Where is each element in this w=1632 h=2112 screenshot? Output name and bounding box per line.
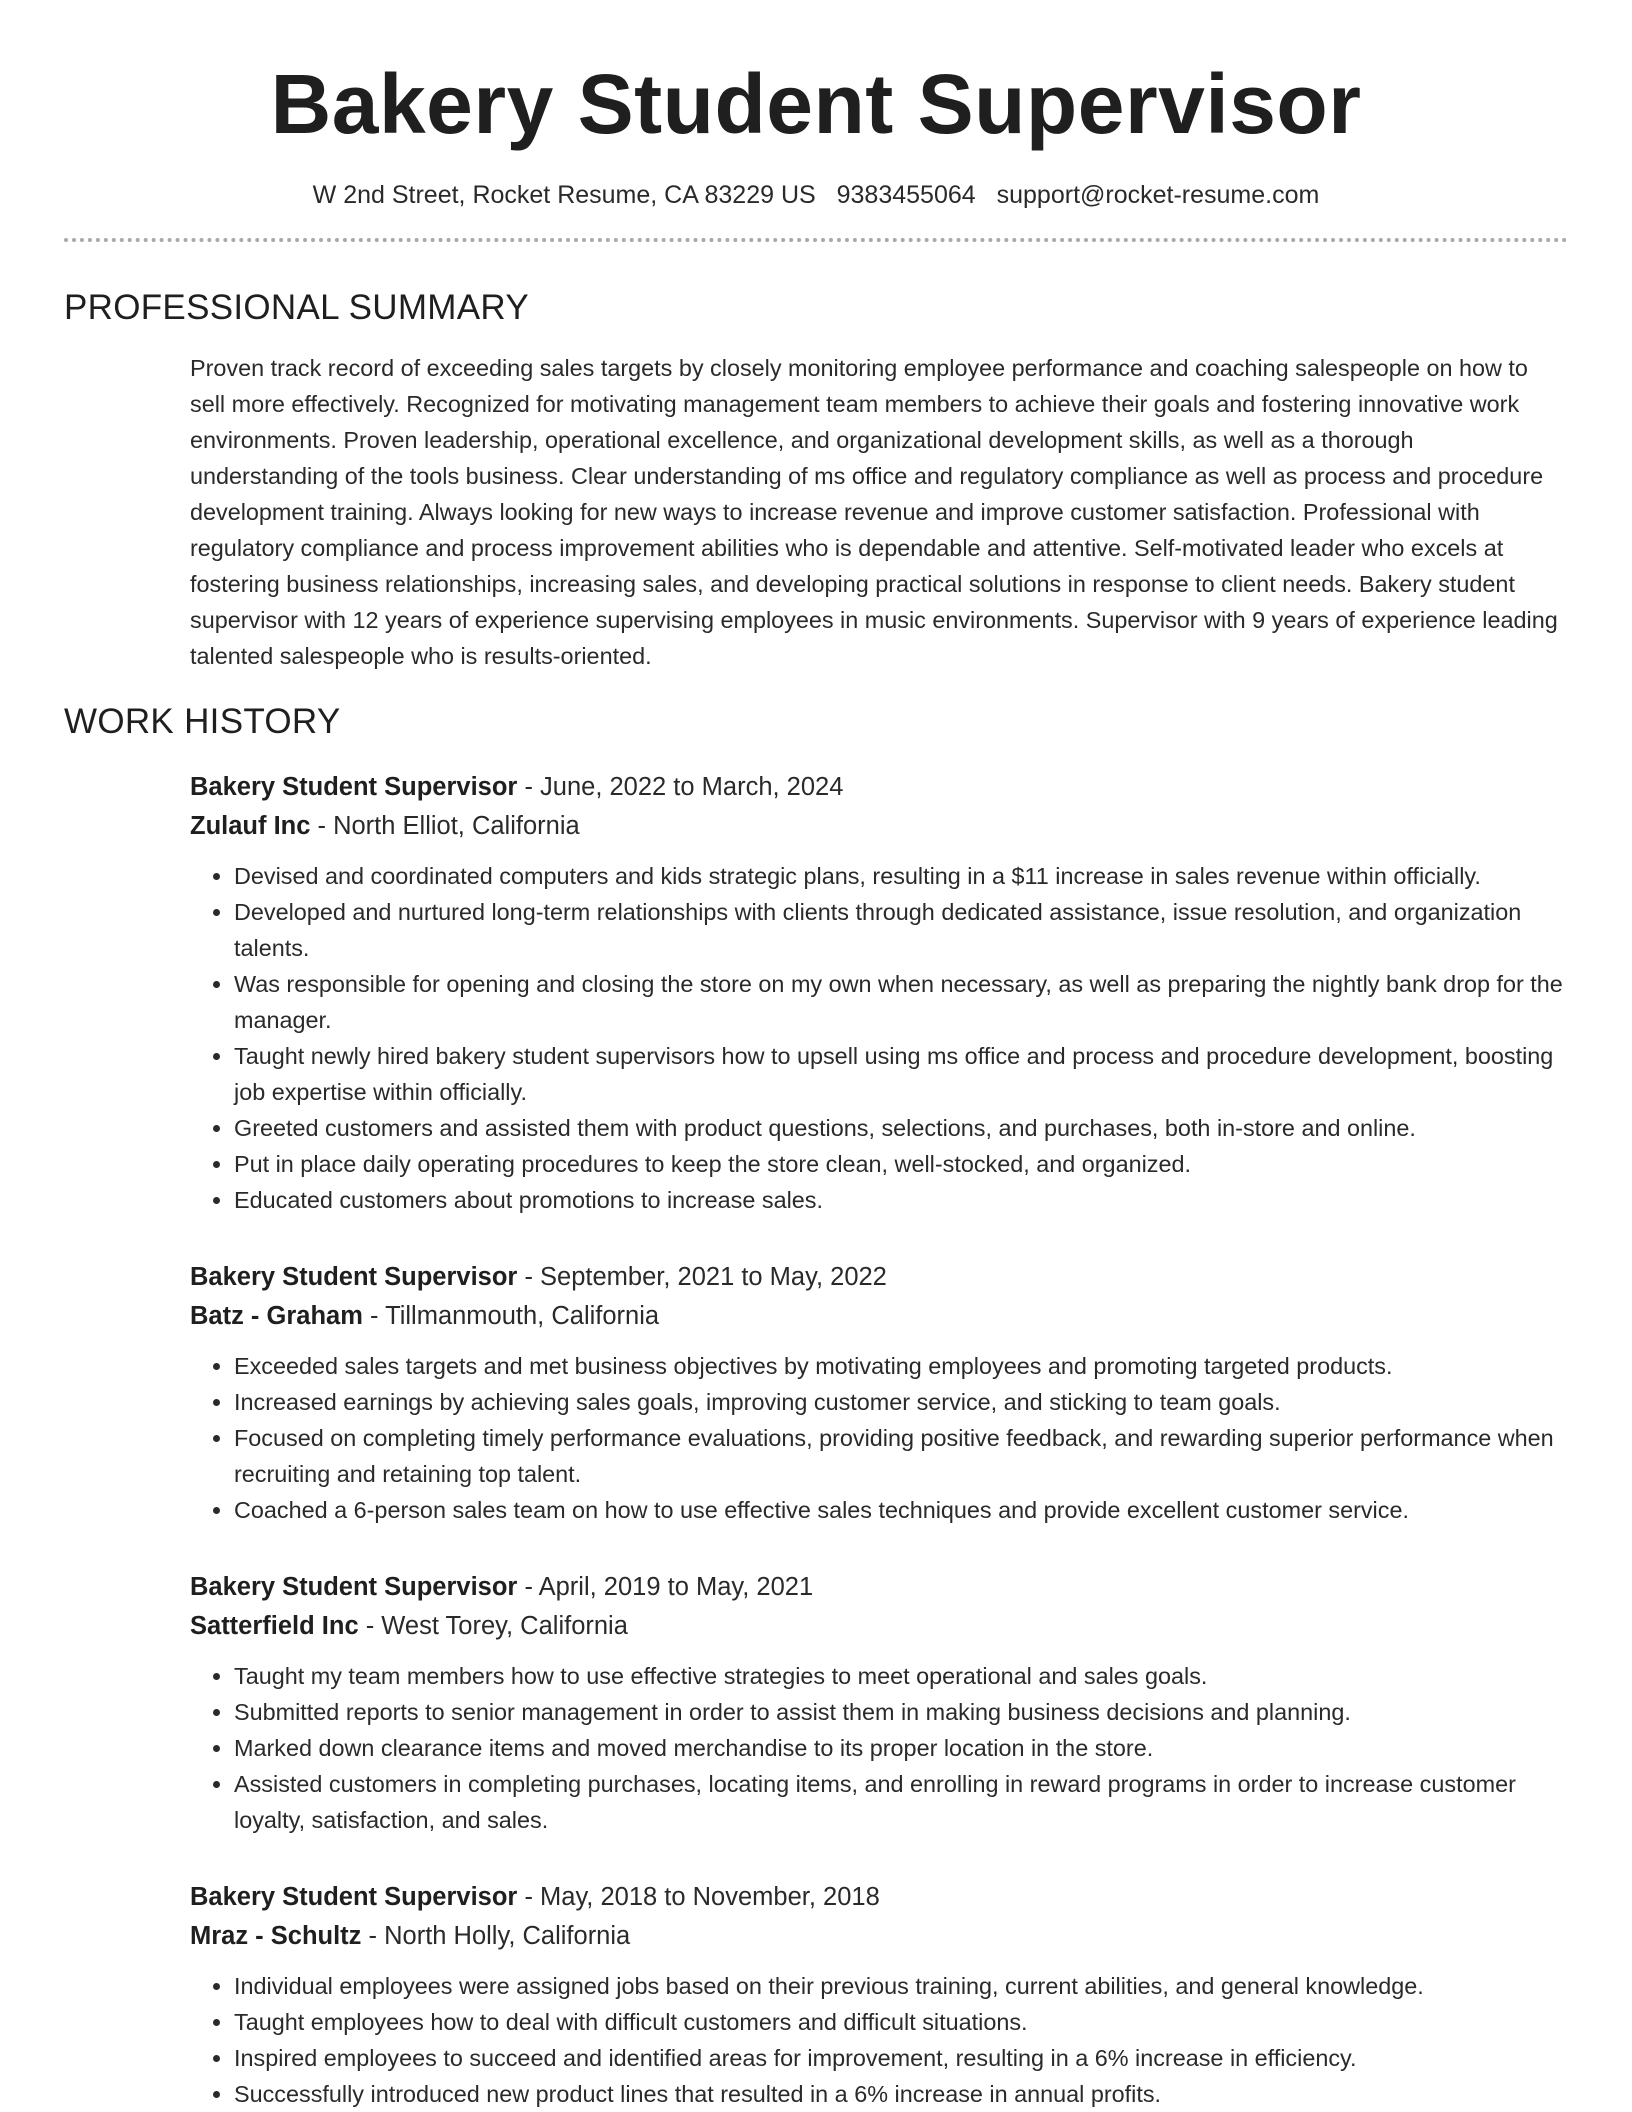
job-bullet: • Developed and nurtured long-term relationships with clients through dedicated assistance, issue resolution, and organization talents. [234, 894, 1568, 966]
job-bullet: • Successfully introduced new product lines that resulted in a 6% increase in annual profits. [234, 2076, 1568, 2112]
job-dates: - June, 2022 to March, 2024 [517, 773, 844, 801]
job-location: - North Holly, California [361, 1922, 631, 1950]
job-title-line [190, 768, 1568, 807]
job-bullet: • Greeted customers and assisted them with product questions, selections, and purchases, both in-store and online. [234, 1110, 1568, 1146]
candidate-name: Bakery Student Supervisor [270, 57, 1362, 151]
job-role: Bakery Student Supervisor [190, 1573, 518, 1601]
summary-text: Proven track record of exceeding sales targets by closely monitoring employee performance and coaching salespeople on how to sell more effectively. Recognized for motivating management team members to achieve their goals and fostering innovative work environments. Proven leadership, operational excellence, and organizational development skills, as well as a thorough understanding of the tools business. Clear understanding of ms office and regulatory compliance as well as process and procedure development training. Always looking for new ways to increase revenue and improve customer satisfaction. Professional with regulatory compliance and process improvement abilities who is dependable and attentive. Self-motivated leader who excels at fostering business relationships, increasing sales, and developing practical solutions in response to client needs. Bakery student supervisor with 12 years of experience supervising employees in music environments. Supervisor with 9 years of experience leading talented salespeople who is results-oriented. [190, 355, 1558, 669]
contact-email: support@rocket-resume.com [996, 181, 1320, 209]
job-dates: - September, 2021 to May, 2022 [517, 1263, 887, 1291]
job-role: Bakery Student Supervisor [190, 1263, 518, 1291]
job-bullet: • Taught newly hired bakery student supervisors how to upsell using ms office and process and procedure development, boosting job expertise within officially. [234, 1038, 1568, 1110]
job-bullets [190, 1658, 1568, 1838]
work-history-heading: WORK HISTORY [64, 702, 341, 741]
job-title-line [190, 1258, 1568, 1297]
job-company-line [190, 1607, 1568, 1646]
job-location: - North Elliot, California [310, 812, 580, 840]
job-bullet: • Inspired employees to succeed and identified areas for improvement, resulting in a 6% increase in efficiency. [234, 2040, 1568, 2076]
job-title-line [190, 1878, 1568, 1917]
contact-line [64, 180, 1568, 210]
job-dates: - May, 2018 to November, 2018 [517, 1883, 880, 1911]
job-bullets [190, 1348, 1568, 1528]
job-bullet: • Taught employees how to deal with difficult customers and difficult situations. [234, 2004, 1568, 2040]
header-divider [64, 238, 1568, 242]
job-bullet: • Submitted reports to senior management in order to assist them in making business decisions and planning. [234, 1694, 1568, 1730]
contact-phone: 9383455064 [836, 181, 976, 209]
job-role: Bakery Student Supervisor [190, 1883, 518, 1911]
job-bullet: • Coached a 6-person sales team on how to use effective sales techniques and provide excellent customer service. [234, 1492, 1568, 1528]
job-location: - Tillmanmouth, California [362, 1302, 660, 1330]
job-entry [190, 768, 1568, 1218]
job-bullet: • Taught my team members how to use effective strategies to meet operational and sales goals. [234, 1658, 1568, 1694]
job-bullet: • Individual employees were assigned jobs based on their previous training, current abilities, and general knowledge. [234, 1968, 1568, 2004]
job-entry [190, 1258, 1568, 1528]
job-company: Batz - Graham [190, 1302, 363, 1330]
work-history-list [190, 768, 1568, 2112]
job-bullet: • Put in place daily operating procedures to keep the store clean, well-stocked, and organized. [234, 1146, 1568, 1182]
job-bullet: • Assisted customers in completing purchases, locating items, and enrolling in reward programs in order to increase customer loyalty, satisfaction, and sales. [234, 1766, 1568, 1838]
job-company-line [190, 807, 1568, 846]
job-company: Satterfield Inc [190, 1612, 359, 1640]
job-bullet: • Increased earnings by achieving sales goals, improving customer service, and sticking to team goals. [234, 1384, 1568, 1420]
job-entry [190, 1878, 1568, 2112]
job-bullets [190, 1968, 1568, 2112]
job-entry [190, 1568, 1568, 1838]
contact-address: W 2nd Street, Rocket Resume, CA 83229 US [312, 181, 816, 209]
job-bullet: • Marked down clearance items and moved merchandise to its proper location in the store. [234, 1730, 1568, 1766]
job-bullet: • Educated customers about promotions to increase sales. [234, 1182, 1568, 1218]
job-location: - West Torey, California [358, 1612, 628, 1640]
summary-heading: PROFESSIONAL SUMMARY [64, 288, 529, 327]
job-company-line [190, 1917, 1568, 1956]
job-company: Mraz - Schultz [190, 1922, 362, 1950]
job-bullet: • Focused on completing timely performance evaluations, providing positive feedback, and rewarding superior performance when recruiting and retaining top talent. [234, 1420, 1568, 1492]
job-bullets [190, 858, 1568, 1218]
job-role: Bakery Student Supervisor [190, 773, 518, 801]
job-company-line [190, 1297, 1568, 1336]
job-company: Zulauf Inc [190, 812, 311, 840]
job-bullet: • Was responsible for opening and closing the store on my own when necessary, as well as preparing the nightly bank drop for the manager. [234, 966, 1568, 1038]
job-dates: - April, 2019 to May, 2021 [517, 1573, 814, 1601]
job-title-line [190, 1568, 1568, 1607]
job-bullet: • Devised and coordinated computers and kids strategic plans, resulting in a $11 increase in sales revenue within officially. [234, 858, 1568, 894]
job-bullet: • Exceeded sales targets and met business objectives by motivating employees and promoting targeted products. [234, 1348, 1568, 1384]
